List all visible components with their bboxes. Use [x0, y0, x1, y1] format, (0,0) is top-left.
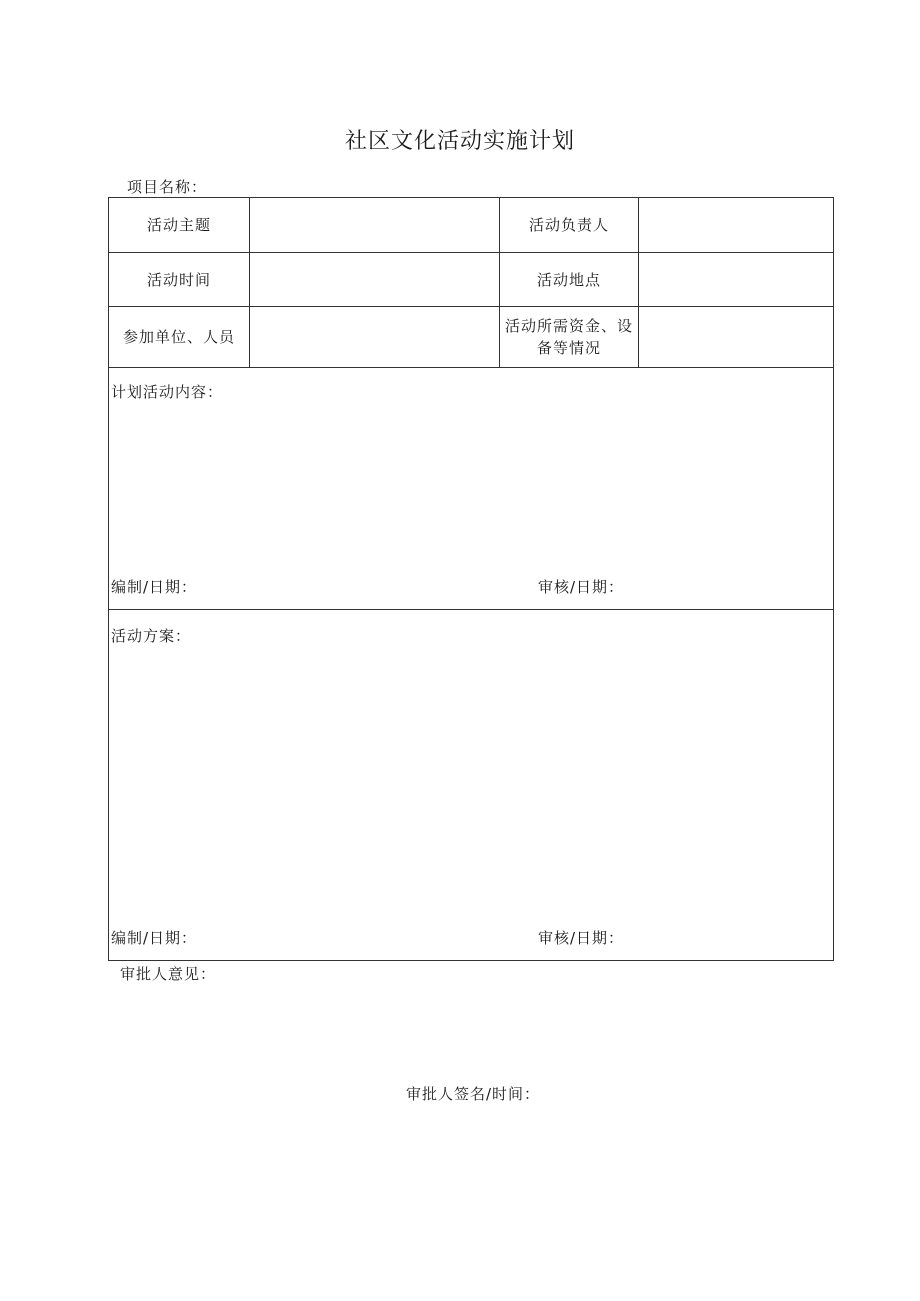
approver-opinion-label: 审批人意见： — [120, 965, 217, 983]
funds-label: 活动所需资金、设备等情况 — [504, 317, 633, 357]
time-label: 活动时间 — [146, 270, 211, 289]
plan-prepared-date-label: 编制/日期： — [111, 578, 198, 596]
leader-value-field[interactable] — [639, 198, 833, 252]
page-title: 社区文化活动实施计划 — [344, 129, 575, 154]
participants-label: 参加单位、人员 — [122, 328, 235, 346]
project-name-label: 项目名称： — [127, 178, 208, 196]
plan-form-table — [108, 197, 834, 961]
approver-signature-label: 审批人签名/时间： — [406, 1085, 541, 1103]
time-value-field[interactable] — [250, 253, 499, 306]
row-divider — [109, 367, 833, 368]
theme-value-field[interactable] — [250, 198, 499, 252]
plan-reviewed-date-label: 审核/日期： — [538, 578, 625, 596]
location-label: 活动地点 — [536, 270, 601, 289]
activity-prepared-date-label: 编制/日期： — [111, 929, 198, 947]
plan-content-label: 计划活动内容： — [111, 383, 224, 401]
theme-label: 活动主题 — [146, 216, 211, 234]
section-divider — [109, 609, 833, 610]
funds-value-field[interactable] — [639, 307, 833, 367]
leader-label: 活动负责人 — [528, 216, 609, 234]
activity-plan-label: 活动方案： — [111, 627, 192, 645]
location-value-field[interactable] — [639, 253, 833, 306]
participants-value-field[interactable] — [250, 307, 499, 367]
activity-reviewed-date-label: 审核/日期： — [538, 929, 625, 947]
